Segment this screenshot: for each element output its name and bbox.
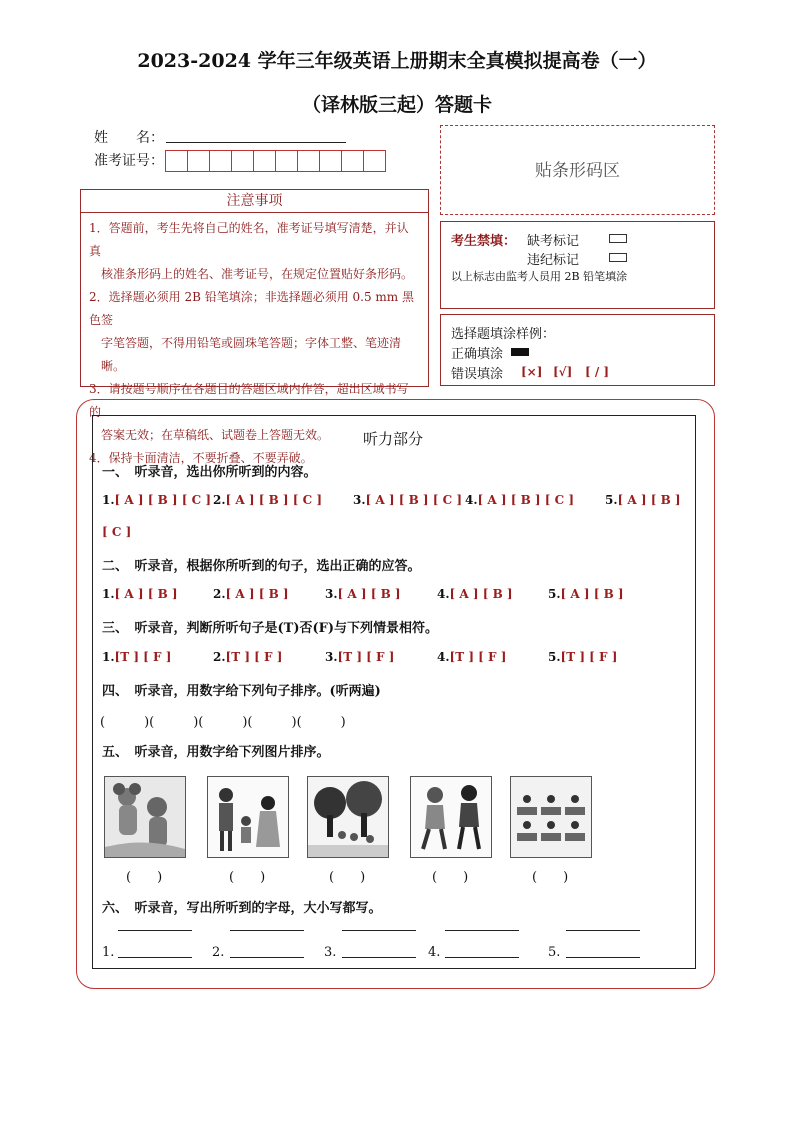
s6-num: 1.	[102, 945, 115, 960]
s1-item: 2.[ A ] [ B ] [ C ]	[213, 493, 323, 507]
s3-item: 2.[T ] [ F ]	[213, 650, 283, 664]
s6-num: 5.	[548, 945, 561, 960]
absent-mark[interactable]	[609, 234, 627, 243]
classroom-picture	[510, 776, 592, 858]
s3-item: 4.[T ] [ F ]	[437, 650, 507, 664]
s6-line-lower[interactable]	[230, 957, 304, 958]
s2-item: 1.[ A ] [ B ]	[102, 587, 178, 601]
wrong-fill-label: 错误填涂	[451, 367, 504, 382]
boys-picture	[410, 776, 492, 858]
trees-picture	[307, 776, 389, 858]
page-title: 2023-2024 学年三年级英语上册期末全真模拟提高卷（一）	[137, 50, 657, 72]
correct-fill-label: 正确填涂	[451, 347, 504, 362]
name-field[interactable]	[166, 142, 346, 143]
note-line: 字笔答题，不得用铅笔或圆珠笔答题；字体工整、笔迹清晰。	[101, 336, 402, 373]
s6-line-upper[interactable]	[118, 930, 192, 931]
id-boxes[interactable]	[166, 150, 386, 172]
wrong-mark-x: [×]	[521, 365, 543, 379]
note-line: 答案无效；在草稿纸、试题卷上答题无效。	[101, 428, 330, 442]
s2-item: 2.[ A ] [ B ]	[213, 587, 289, 601]
s1-item: 4.[ A ] [ B ] [ C ]	[465, 493, 575, 507]
note-line: 4．保持卡面清洁，不要折叠、不要弄破。	[89, 451, 313, 465]
section2-title: 二、 听录音，根据你所听到的句子，选出正确的应答。	[102, 559, 421, 574]
s2-item: 4.[ A ] [ B ]	[437, 587, 513, 601]
section6-title: 六、 听录音，写出所听到的字母，大小写都写。	[102, 901, 382, 916]
s1-item: 1.[ A ] [ B ] [ C ]	[102, 493, 212, 507]
s6-num: 2.	[212, 945, 225, 960]
s5-blank[interactable]: ( )	[532, 870, 569, 885]
s1-item: 3.[ A ] [ B ] [ C ]	[353, 493, 463, 507]
s3-item: 1.[T ] [ F ]	[102, 650, 172, 664]
forbidden-box	[440, 221, 715, 309]
section3-title: 三、 听录音，判断所听句子是(T)否(F)与下列情景相符。	[102, 621, 439, 636]
violation-label: 违纪标记	[527, 253, 580, 268]
s3-item: 5.[T ] [ F ]	[548, 650, 618, 664]
violation-mark[interactable]	[609, 253, 627, 262]
name-label: 姓 名：	[94, 130, 164, 146]
section4-title: 四、 听录音，用数字给下列句子排序。(听两遍)	[102, 684, 381, 699]
wrong-mark-check: [√]	[553, 365, 573, 379]
s5-blank[interactable]: ( )	[126, 870, 163, 885]
forbidden-label: 考生禁填：	[451, 234, 517, 249]
s6-line-lower[interactable]	[445, 957, 519, 958]
s5-blank[interactable]: ( )	[329, 870, 366, 885]
listening-heading: 听力部分	[362, 430, 423, 448]
fill-example-title: 选择题填涂样例：	[451, 327, 556, 342]
s6-line-lower[interactable]	[118, 957, 192, 958]
s2-item: 3.[ A ] [ B ]	[325, 587, 401, 601]
s6-line-upper[interactable]	[342, 930, 416, 931]
section5-title: 五、 听录音，用数字给下列图片排序。	[102, 745, 330, 760]
note-line: 3．请按题号顺序在各题目的答题区域内作答，超出区域书写的	[89, 382, 409, 419]
s5-blank[interactable]: ( )	[432, 870, 469, 885]
notes-heading: 注意事项	[81, 190, 428, 213]
s6-line-lower[interactable]	[566, 957, 640, 958]
s6-line-upper[interactable]	[230, 930, 304, 931]
family-picture	[207, 776, 289, 858]
note-line: 2．选择题必须用 2B 铅笔填涂；非选择题必须用 0.5 mm 黑色签	[89, 290, 415, 327]
id-label: 准考证号：	[94, 153, 164, 169]
s1-item: 5.[ A ] [ B ]	[605, 493, 681, 507]
note-line: 1．答题前，考生先将自己的姓名，准考证号填写清楚，并认真	[89, 221, 409, 258]
wrong-mark-slash: [ / ]	[585, 365, 610, 379]
s6-line-lower[interactable]	[342, 957, 416, 958]
s2-item: 5.[ A ] [ B ]	[548, 587, 624, 601]
s1-item-wrap[interactable]: [ C ]	[102, 525, 132, 539]
s3-item: 3.[T ] [ F ]	[325, 650, 395, 664]
forbidden-note: 以上标志由监考人员用 2B 铅笔填涂	[451, 270, 628, 283]
page-subtitle: （译林版三起）答题卡	[301, 94, 492, 116]
mice-picture	[104, 776, 186, 858]
absent-label: 缺考标记	[527, 234, 580, 249]
section1-title: 一、 听录音，选出你所听到的内容。	[102, 465, 317, 480]
s4-blanks[interactable]: ( )( )( )( )( )	[100, 715, 346, 730]
s6-num: 3.	[324, 945, 337, 960]
fill-example-box	[440, 314, 715, 386]
barcode-area	[440, 125, 715, 215]
s6-line-upper[interactable]	[566, 930, 640, 931]
note-line: 核准条形码上的姓名、准考证号，在规定位置贴好条形码。	[101, 267, 414, 281]
barcode-label: 贴条形码区	[535, 161, 620, 181]
s6-line-upper[interactable]	[445, 930, 519, 931]
s5-blank[interactable]: ( )	[229, 870, 266, 885]
correct-fill-mark	[511, 348, 529, 356]
s6-num: 4.	[428, 945, 441, 960]
